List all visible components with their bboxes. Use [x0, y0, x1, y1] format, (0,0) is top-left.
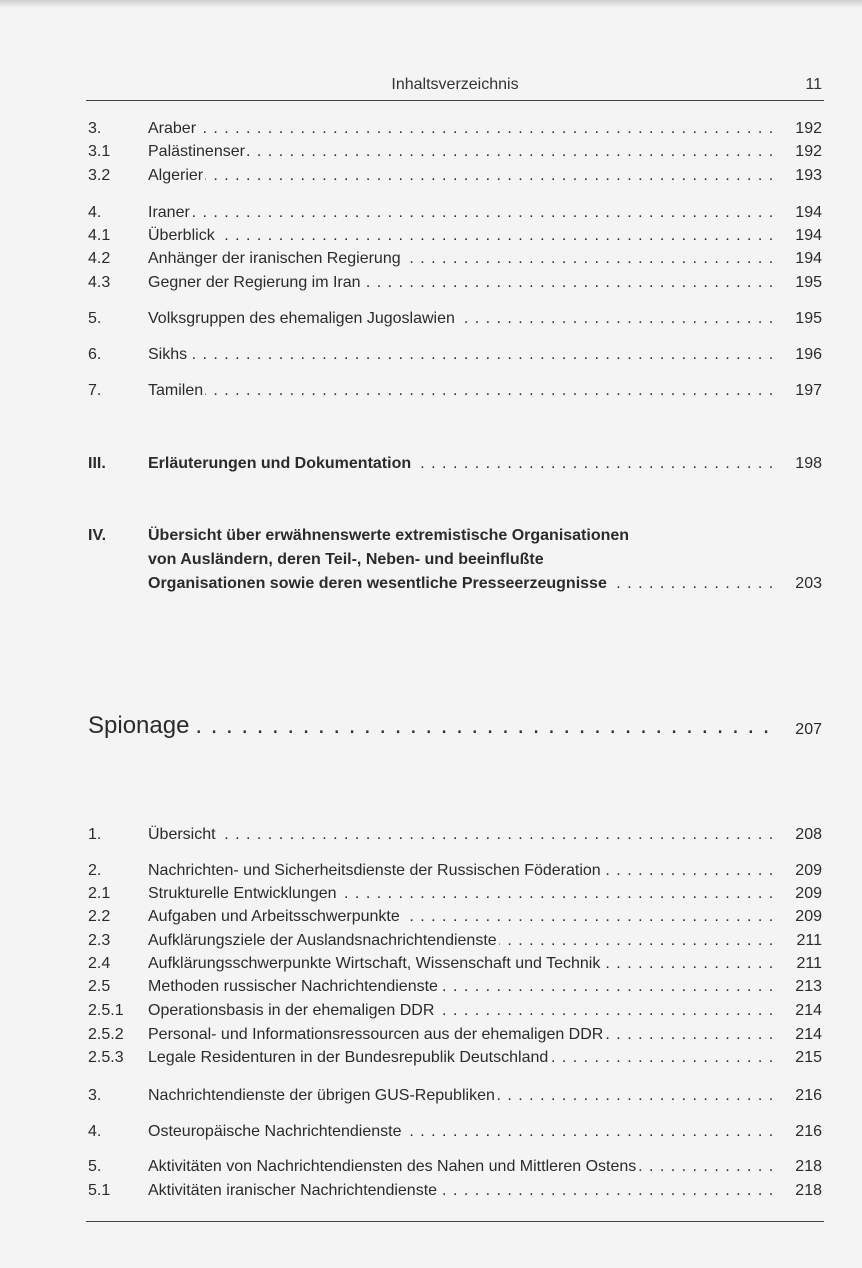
toc-title: Gegner der Regierung im Iran	[148, 274, 361, 291]
toc-number: 1.	[88, 826, 102, 843]
toc-number: 4.1	[88, 227, 111, 244]
toc-page: 194	[795, 250, 822, 267]
header-title: Inhaltsverzeichnis	[391, 76, 519, 93]
toc-page: 192	[795, 143, 822, 160]
toc-page: 194	[795, 204, 822, 221]
toc-entry	[86, 202, 824, 224]
toc-title: Legale Residenturen in der Bundesrepublik Deutschland	[148, 1049, 549, 1066]
toc-entry	[86, 930, 824, 952]
toc-entry	[86, 1180, 824, 1202]
toc-title: Iraner	[148, 204, 190, 221]
toc-title: Methoden russischer Nachrichtendienste	[148, 978, 438, 995]
toc-entry	[86, 824, 824, 846]
toc-entry	[86, 308, 824, 330]
toc-number: 2.5.3	[88, 1049, 124, 1066]
footer-rule	[86, 1221, 824, 1222]
toc-title: Aufgaben und Arbeitsschwerpunkte	[148, 908, 400, 925]
toc-entry	[86, 141, 824, 163]
toc-entry	[86, 1121, 824, 1143]
toc-page: 209	[795, 862, 822, 879]
page-top-edge	[0, 0, 862, 8]
toc-title: Operationsbasis in der ehemaligen DDR	[148, 1002, 435, 1019]
toc-entry	[86, 953, 824, 975]
toc-title: Algerier	[148, 167, 204, 184]
header-page-number: 11	[805, 76, 822, 93]
toc-number: 2.2	[88, 908, 111, 925]
toc-number: 5.	[88, 310, 102, 327]
toc-entry	[86, 1024, 824, 1046]
toc-number: 6.	[88, 346, 102, 363]
toc-entry	[86, 1000, 824, 1022]
toc-number: 7.	[88, 382, 102, 399]
toc-number: 5.	[88, 1158, 102, 1175]
toc-page: 194	[795, 227, 822, 244]
toc-title: Anhänger der iranischen Regierung	[148, 250, 401, 267]
toc-number: 4.2	[88, 250, 111, 267]
toc-number: 2.	[88, 862, 102, 879]
header-rule	[86, 100, 824, 101]
toc-page: 193	[795, 167, 822, 184]
running-header	[86, 74, 824, 98]
toc-number: 4.3	[88, 274, 111, 291]
toc-page: 216	[795, 1123, 822, 1140]
toc-page: 209	[795, 885, 822, 902]
toc-page: 214	[795, 1002, 822, 1019]
toc-entry	[86, 118, 824, 140]
toc-page: 195	[795, 310, 822, 327]
toc-page: 213	[795, 978, 822, 995]
toc-entry	[86, 1085, 824, 1107]
toc-page: 211	[796, 955, 822, 972]
toc-title: Aktivitäten von Nachrichtendiensten des Nahen und Mittleren Ostens	[148, 1158, 637, 1175]
toc-title: Strukturelle Entwicklungen	[148, 885, 337, 902]
toc-entry	[86, 906, 824, 928]
toc-number: 2.3	[88, 932, 111, 949]
toc-number: 2.4	[88, 955, 111, 972]
toc-number: 4.	[88, 204, 102, 221]
toc-page: 208	[795, 826, 822, 843]
toc-number: 4.	[88, 1123, 102, 1140]
toc-number: 3.	[88, 1087, 102, 1104]
toc-entry	[86, 1156, 824, 1178]
toc-title: Sikhs	[148, 346, 188, 363]
toc-title: Aufklärungsziele der Auslandsnachrichtendienste	[148, 932, 497, 949]
toc-page: 207	[795, 721, 822, 738]
toc-page: 215	[795, 1049, 822, 1066]
toc-entry-chapter	[86, 453, 824, 475]
toc-title: Aktivitäten iranischer Nachrichtendienste	[148, 1182, 438, 1199]
toc-page: 192	[795, 120, 822, 137]
toc-entry	[86, 225, 824, 247]
toc-title: Volksgruppen des ehemaligen Jugoslawien	[148, 310, 455, 327]
toc-number: 2.5	[88, 978, 111, 995]
toc-number: 3.	[88, 120, 102, 137]
toc-entry	[86, 883, 824, 905]
toc-title: Palästinenser	[148, 143, 245, 160]
toc-entry	[86, 380, 824, 402]
toc-entry-chapter	[86, 525, 824, 595]
toc-entry	[86, 248, 824, 270]
toc-title: Araber	[148, 120, 197, 137]
toc-title-line: Übersicht über erwähnenswerte extremistische Organisationen	[148, 527, 630, 544]
toc-title: Überblick	[148, 227, 215, 244]
toc-title-line: von Ausländern, deren Teil-, Neben- und beeinflußte	[148, 551, 544, 568]
toc-number: 2.1	[88, 885, 111, 902]
toc-page: 216	[795, 1087, 822, 1104]
toc-title: Erläuterungen und Dokumentation	[148, 455, 412, 472]
toc-page: 198	[795, 455, 822, 472]
toc-title: Osteuropäische Nachrichtendienste	[148, 1123, 402, 1140]
toc-title: Übersicht	[148, 826, 216, 843]
toc-page: 218	[795, 1182, 822, 1199]
toc-entry	[86, 1047, 824, 1069]
toc-number: III.	[88, 455, 106, 472]
toc-title: Nachrichtendienste der übrigen GUS-Republiken	[148, 1087, 495, 1104]
toc-page: 211	[796, 932, 822, 949]
toc-entry	[86, 860, 824, 882]
toc-entry	[86, 272, 824, 294]
toc-page: 218	[795, 1158, 822, 1175]
toc-page: 197	[795, 382, 822, 399]
toc-page: 214	[795, 1026, 822, 1043]
toc-title: Personal- und Informationsressourcen aus der ehemaligen DDR	[148, 1026, 604, 1043]
toc-page: 209	[795, 908, 822, 925]
toc-title: Aufklärungsschwerpunkte Wirtschaft, Wissenschaft und Technik	[148, 955, 601, 972]
toc-title: Organisationen sowie deren wesentliche Presseerzeugnisse	[148, 575, 607, 592]
toc-number: 3.2	[88, 167, 111, 184]
toc-title: Nachrichten- und Sicherheitsdienste der Russischen Föderation	[148, 862, 601, 879]
toc-title: Tamilen	[148, 382, 204, 399]
toc-entry	[86, 344, 824, 366]
toc-page: 203	[795, 575, 822, 592]
toc-number: IV.	[88, 527, 107, 544]
toc-number: 2.5.2	[88, 1026, 124, 1043]
toc-page: 195	[795, 274, 822, 291]
toc-title: Spionage	[88, 712, 190, 739]
toc-page: 196	[795, 346, 822, 363]
toc-entry	[86, 976, 824, 998]
toc-number: 3.1	[88, 143, 111, 160]
toc-entry-part	[86, 711, 824, 741]
toc-number: 2.5.1	[88, 1002, 124, 1019]
toc-entry	[86, 165, 824, 187]
toc-number: 5.1	[88, 1182, 111, 1199]
